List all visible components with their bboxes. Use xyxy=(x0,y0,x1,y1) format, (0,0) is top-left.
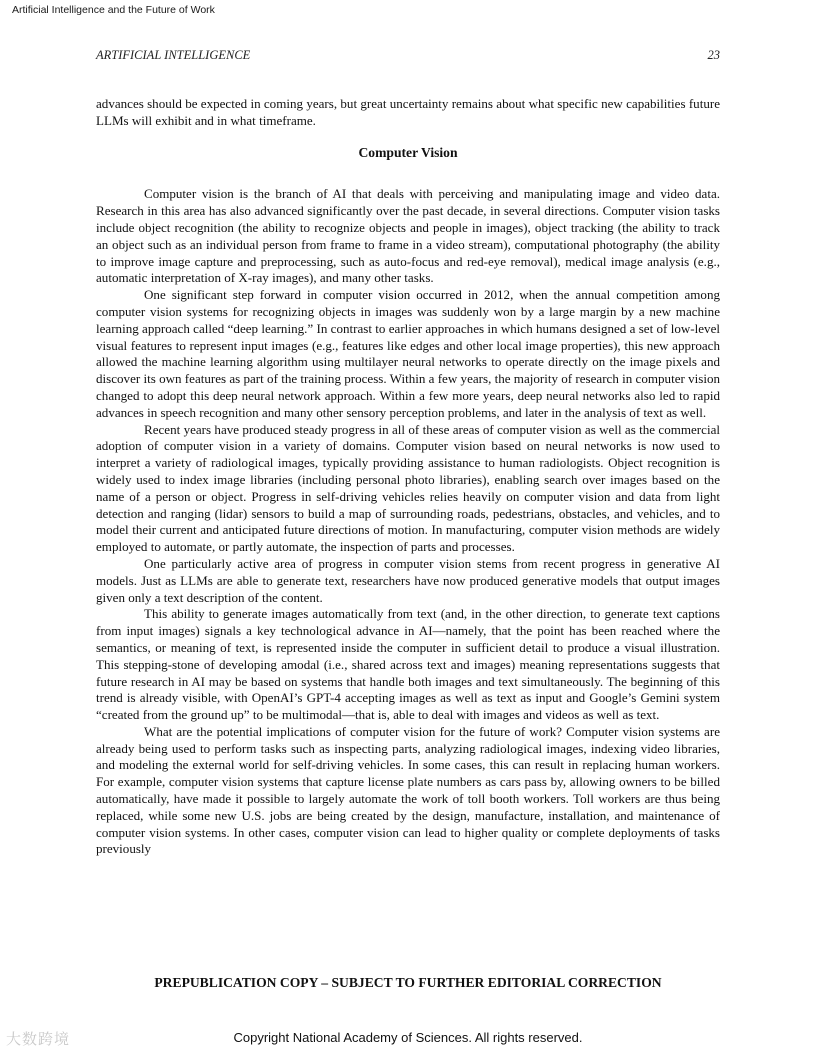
paragraph: What are the potential implications of computer vision for the future of work? Computer vision systems are already being used to perform tasks such as inspecting parts, analyzing radiological images, indexing video libraries, and modeling the external world for self-driving vehicles. In some cases, this can result in replacing human workers. For example, computer vision systems that capture license plate numbers as cars pass by, allowing owners to be billed automatically, have made it possible to largely automate the work of toll booth workers. Toll workers are thus being replaced, while some new U.S. jobs are being created by the design, manufacture, installation, and maintenance of computer vision systems. In other cases, computer vision can lead to higher quality or complete deployments of tasks previously xyxy=(96,723,720,857)
paragraph: One significant step forward in computer vision occurred in 2012, when the annual competition among computer vision systems for recognizing objects in images was suddenly won by a large margin by a new machine learning approach called “deep learning.” In contrast to earlier approaches in which humans designed a set of low-level visual features to represent input images (e.g., features like edges and other local image properties), this new approach allowed the machine learning algorithm using multilayer neural networks to operate directly on the image pixels and discover its own features as part of the training process. Within a few years, the majority of research in computer vision changed to adopt this deep neural network approach. Within a few more years, deep neural networks also led to rapid advances in speech recognition and many other sensory perception problems, and later in the analysis of text as well. xyxy=(96,287,720,420)
page-number: 23 xyxy=(707,48,720,62)
paragraph: One particularly active area of progress in computer vision stems from recent progress in generative AI models. Just as LLMs are able to generate text, researchers have now produced generative models that output images given only a text description of the content. xyxy=(96,555,720,605)
paragraph: This ability to generate images automatically from text (and, in the other direction, to generate text captions from input images) signals a key technological advance in AI—namely, that the point has been reached where the semantics, or meaning of text, is represented inside the computer in sufficient detail to produce a visual illustration. This stepping-stone of developing amodal (i.e., shared across text and images) meaning representations suggests that future research in AI may be based on systems that handle both images and text simultaneously. The beginning of this trend is already visible, with OpenAI’s GPT-4 accepting images as well as text as input and Google’s Gemini system “created from the ground up” to be multimodal—that is, able to deal with images and videos as well as text. xyxy=(96,606,720,723)
body-text xyxy=(96,96,720,858)
lead-paragraph: advances should be expected in coming years, but great uncertainty remains about what specific new capabilities future LLMs will exhibit and in what timeframe. xyxy=(96,96,720,128)
section-heading: Computer Vision xyxy=(358,144,458,160)
prepublication-notice: PREPUBLICATION COPY – SUBJECT TO FURTHER EDITORIAL CORRECTION xyxy=(154,975,662,990)
paragraph: Recent years have produced steady progress in all of these areas of computer vision as well as the commercial adoption of computer vision in a variety of domains. Computer vision based on neural networks is now used to interpret a variety of radiological images, typically providing assistance to human radiologists. Object recognition is widely used to index image libraries (including personal photo libraries), enabling search over images based on the name of a person or object. Progress in self-driving vehicles relies heavily on computer vision and data from light detection and ranging (lidar) sensors to build a map of surrounding roads, pedestrians, obstacles, and vehicles, and to model their current and anticipated future directions of motion. In manufacturing, computer vision methods are widely employed to automate, or partly automate, the inspection of parts and processes. xyxy=(96,421,720,555)
paragraph: Computer vision is the branch of AI that deals with perceiving and manipulating image and video data. Research in this area has also advanced significantly over the past decade, in several directions. Computer vision tasks include object recognition (the ability to recognize objects and people in images), object tracking (the ability to track an object such as an individual person from frame to frame in a video stream), computational photography (the ability to improve image capture and preprocessing, such as auto-focus and red-eye removal), medical image analysis (e.g., automatic interpretation of X-ray images), and many other tasks. xyxy=(96,186,720,286)
document-title: Artificial Intelligence and the Future of Work xyxy=(12,4,215,16)
copyright-notice: Copyright National Academy of Sciences. All rights reserved. xyxy=(233,1030,583,1045)
running-title: ARTIFICIAL INTELLIGENCE xyxy=(96,48,251,62)
running-header xyxy=(96,48,720,63)
watermark-text: 大数跨境 xyxy=(6,1030,71,1048)
